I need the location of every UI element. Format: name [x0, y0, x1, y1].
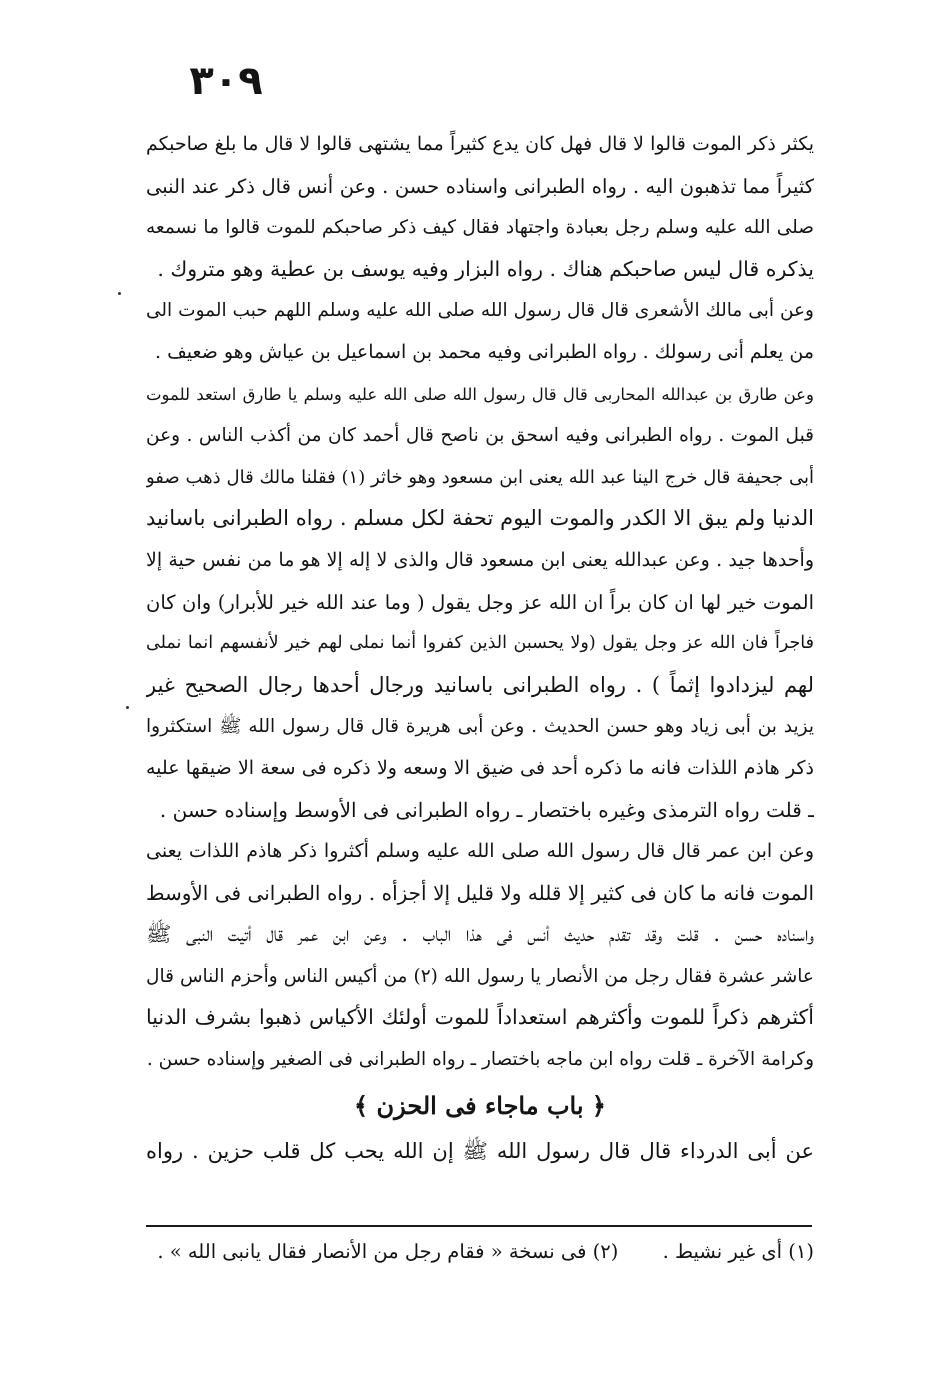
text-line: ذكر هاذم اللذات فانه ما ذكره أحد فى ضيق الا وسعه ولا ذكره فى سعة الا ضيقها عليه: [146, 756, 814, 779]
text-line: وأحدها جيد . وعن عبدالله يعنى ابن مسعود قال والذى لا إله إلا هو ما من نفس حية إلا: [146, 548, 814, 571]
footnote-1: (١) أى غير نشيط .: [662, 1240, 814, 1263]
text-line: وعن طارق بن عبدالله المحاربى قال قال رسول الله صلى الله عليه وسلم يا طارق استعد للموت: [146, 384, 814, 404]
text-line: كثيراً مما تذهبون اليه . رواه الطبرانى واسناده حسن . وعن أنس قال ذكر عند النبى: [146, 174, 814, 198]
scan-speck: [118, 292, 121, 295]
page-number: ٣٠٩: [189, 58, 263, 104]
text-line: الموت فانه ما كان فى كثير إلا قلله ولا قليل إلا أجزأه . رواه الطبرانى فى الأوسط: [146, 880, 814, 905]
text-line: عاشر عشرة فقال رجل من الأنصار يا رسول الله (٢) من أكيس الناس وأحزم الناس قال: [146, 965, 814, 987]
scan-speck: [126, 706, 129, 709]
text-line: يذكره قال ليس صاحبكم هناك . رواه البزار وفيه يوسف بن عطية وهو متروك .: [157, 256, 814, 281]
text-line: الموت خير لها ان كان براً ان الله عز وجل يقول ( وما عند الله خير للأبرار) وان كان: [146, 590, 814, 614]
text-line: لهم ليزدادوا إثماً ) . رواه الطبرانى باسانيد ورجال أحدها رجال الصحيح غير: [146, 672, 814, 697]
text-line: واسناده حسن . قلت وقد تقدم حديث أنس فى هذا الباب . وعن ابن عمر قال أتيت النبى ﷺ: [146, 922, 814, 947]
text-line: عن أبى الدرداء قال قال رسول الله ﷺ إن الله يحب كل قلب حزين . رواه: [146, 1138, 814, 1163]
text-line: يكثر ذكر الموت قالوا لا قال فهل كان يدع كثيراً مما يشتهى قالوا لا قال ما بلغ صاحبكم: [146, 133, 814, 155]
text-line: أبى جحيفة قال خرج الينا عبد الله يعنى ابن مسعود وهو خاثر (١) فقلنا مالك قال ذهب صفو: [146, 466, 814, 488]
text-line: صلى الله عليه وسلم رجل بعبادة واجتهاد فقال كيف ذكر صاحبكم للموت قالوا ما نسمعه: [146, 217, 814, 239]
main-text-block: [146, 124, 814, 1172]
text-line: الدنيا ولم يبق الا الكدر والموت اليوم تحفة لكل مسلم . رواه الطبرانى باسانيد: [146, 506, 814, 531]
text-line: ـ قلت رواه الترمذى وغيره باختصار ـ رواه الطبرانى فى الأوسط وإسناده حسن .: [159, 797, 814, 822]
text-line: وكرامة الآخرة ـ قلت رواه ابن ماجه باختصار ـ رواه الطبرانى فى الصغير وإسناده حسن .: [146, 1049, 814, 1071]
text-line: وعن أبى مالك الأشعرى قال قال رسول الله صلى الله عليه وسلم اللهم حبب الموت الى: [146, 300, 814, 322]
text-line: فاجراً فان الله عز وجل يقول (ولا يحسبن الذين كفروا أنما نملى لهم خير لأنفسهم انما نملى: [146, 633, 814, 654]
footnotes: [146, 1234, 814, 1270]
footnote-2: (٢) فى نسخة « فقام رجل من الأنصار فقال يانبى الله » .: [157, 1240, 619, 1263]
text-line: يزيد بن أبى زياد وهو حسن الحديث . وعن أبى هريرة قال قال رسول الله ﷺ استكثروا: [146, 716, 814, 738]
footnote-divider: [146, 1225, 812, 1227]
chapter-heading: ﴿ باب ماجاء فى الحزن ﴾: [354, 1090, 606, 1120]
text-line: وعن ابن عمر قال قال رسول الله صلى الله عليه وسلم أكثروا ذكر هاذم اللذات يعنى: [146, 840, 814, 863]
text-line: من يعلم أنى رسولك . رواه الطبرانى وفيه محمد بن اسماعيل بن عياش وهو ضعيف .: [155, 340, 814, 363]
text-line: قبل الموت . رواه الطبرانى وفيه اسحق بن ناصح قال أحمد كان من أكذب الناس . وعن: [146, 425, 814, 447]
text-line: أكثرهم ذكراً للموت وأكثرهم استعداداً للموت أولئك الأكياس ذهبوا بشرف الدنيا: [146, 1005, 814, 1030]
